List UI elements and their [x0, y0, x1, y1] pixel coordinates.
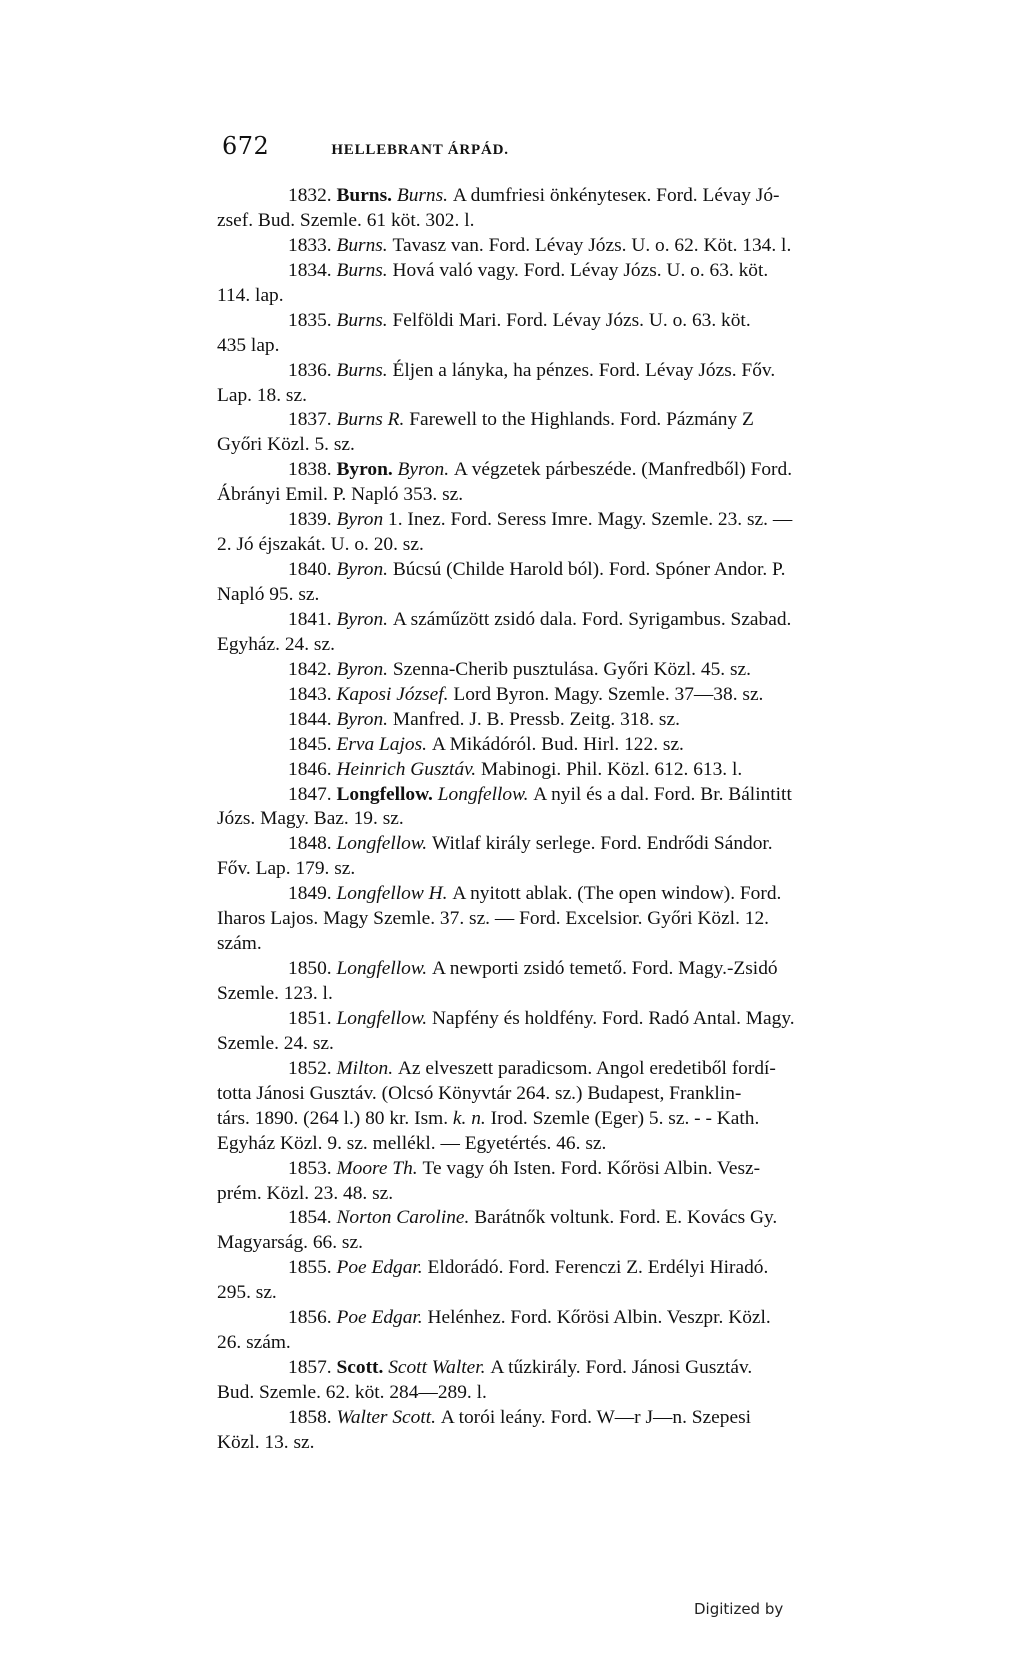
line-segment: 1853. [288, 1157, 337, 1179]
line-segment: 1845. [288, 733, 337, 755]
line-segment: 2. Jó éjszakát. U. o. 20. sz. [217, 534, 424, 556]
italic-author-text: Longfellow H. [336, 883, 453, 905]
line-segment: Éljen a lányka, ha pénzes. Ford. Lévay Józs. Főv. [392, 359, 776, 381]
italic-author-text: Scott Walter. [388, 1357, 491, 1379]
italic-author-text: Erva Lajos. [336, 733, 432, 755]
italic-author-text: Burns. [336, 309, 393, 331]
text-line [217, 458, 931, 483]
text-line [217, 1182, 931, 1207]
line-segment: Közl. 13. sz. [217, 1431, 315, 1453]
line-segment: Egyház Közl. 9. sz. mellékl. — Egyetértés. 46. sz. [217, 1132, 607, 1154]
line-segment: Szemle. 24. sz. [217, 1032, 334, 1054]
line-segment: Te vagy óh Isten. Ford. Kőrösi Albin. Vesz- [422, 1157, 761, 1179]
line-segment: A newporti zsidó temető. Ford. Magy.-Zsidó [432, 958, 778, 980]
line-segment: 1847. [288, 783, 337, 805]
text-line [217, 1431, 931, 1456]
line-segment: 435 lap. [217, 334, 280, 356]
text-line [217, 807, 931, 832]
line-segment: Józs. Magy. Baz. 19. sz. [217, 808, 404, 830]
line-segment: Felföldi Mari. Ford. Lévay Józs. U. o. 63. köt. [392, 309, 751, 331]
italic-author-text: Milton. [336, 1057, 398, 1079]
line-segment: Az elveszett paradicsom. Angol eredetiből fordí- [397, 1057, 776, 1079]
italic-author-text: Burns. [336, 259, 393, 281]
line-segment: 1833. [288, 234, 337, 256]
italic-author-text: Byron. [336, 708, 393, 730]
text-line [217, 733, 931, 758]
italic-author-text: Burns. [336, 359, 393, 381]
page-number: 672 [222, 132, 270, 160]
italic-author-text: Byron. [336, 559, 393, 581]
text-line [217, 708, 931, 733]
text-line [217, 334, 931, 359]
line-segment: Mabinogi. Phil. Közl. 612. 613. l. [481, 758, 743, 780]
line-segment: zsef. Bud. Szemle. 61 köt. 302. l. [217, 209, 475, 231]
text-line [217, 284, 931, 309]
line-segment: A nyil és a dal. Ford. Br. Bálintitt [533, 783, 792, 805]
line-segment: Egyház. 24. sz. [217, 633, 335, 655]
line-segment: Napfény és holdfény. Ford. Radó Antal. Magy. [432, 1007, 795, 1029]
line-segment: 1. Inez. Ford. Seress Imre. Magy. Szemle. 23. sz. — [388, 509, 793, 531]
text-line [217, 384, 931, 409]
line-segment: Győri Közl. 5. sz. [217, 434, 355, 456]
line-segment: 1834. [288, 259, 337, 281]
italic-author-text: Moore Th. [336, 1157, 423, 1179]
text-line [217, 633, 931, 658]
line-segment: 1856. [288, 1307, 337, 1329]
bibliography-text [217, 184, 931, 1456]
line-segment: Lap. 18. sz. [217, 384, 307, 406]
line-segment: Hová való vagy. Ford. Lévay Józs. U. o. 63. köt. [392, 259, 769, 281]
line-segment: Bud. Szemle. 62. köt. 284—289. l. [217, 1382, 487, 1403]
line-segment: Irod. Szemle (Eger) 5. sz. - - Kath. [490, 1107, 760, 1129]
text-line [217, 408, 931, 433]
italic-author-text: Longfellow. [336, 1007, 433, 1029]
line-segment: 1854. [288, 1207, 337, 1229]
text-line [217, 683, 931, 708]
text-line [217, 658, 931, 683]
italic-author-text: Longfellow. [437, 783, 534, 805]
line-segment: 1842. [288, 658, 337, 680]
text-line [217, 783, 931, 808]
text-line [217, 483, 931, 508]
digitized-by-footer: Digitized by [694, 1600, 784, 1618]
line-segment: Eldorádó. Ford. Ferenczi Z. Erdélyi Hiradó. [427, 1257, 769, 1279]
italic-author-text: Heinrich Gusztáv. [336, 758, 481, 780]
italic-author-text: Byron. [336, 658, 393, 680]
text-line [217, 1032, 931, 1057]
text-line [217, 209, 931, 234]
text-line [217, 1157, 931, 1182]
text-line [217, 608, 931, 633]
line-segment: Magyarság. 66. sz. [217, 1232, 363, 1254]
bold-author-text: Scott. [336, 1357, 389, 1379]
italic-author-text: Poe Edgar. [336, 1307, 428, 1329]
line-segment: Witlaf király serlege. Ford. Endrődi Sándor. [432, 833, 773, 855]
line-segment: 1838. [288, 459, 337, 481]
line-segment: A torói leány. Ford. W—r J—n. Szepesi [440, 1406, 752, 1428]
text-line [217, 259, 931, 284]
line-segment: 1849. [288, 883, 337, 905]
line-segment: Farewell to the Highlands. Ford. Pázmány Z [409, 409, 754, 431]
line-segment: totta Jánosi Gusztáv. (Olcsó Könyvtár 264. sz.) Budapest, Franklin- [217, 1082, 742, 1104]
line-segment: 1844. [288, 708, 337, 730]
line-segment: 1840. [288, 559, 337, 581]
text-line [217, 533, 931, 558]
text-line [217, 1256, 931, 1281]
text-line [217, 1206, 931, 1231]
text-line [217, 1132, 931, 1157]
line-segment: 26. szám. [217, 1332, 291, 1354]
italic-author-text: Burns. [396, 185, 453, 206]
text-line [217, 882, 931, 907]
text-line [217, 433, 931, 458]
text-line [217, 758, 931, 783]
line-segment: 1832. [288, 185, 337, 206]
line-segment: Ábrányi Emil. P. Napló 353. sz. [217, 484, 464, 506]
text-line [217, 1406, 931, 1431]
line-segment: A száműzött zsidó dala. Ford. Syrigambus. Szabad. [392, 608, 792, 630]
text-line [217, 558, 931, 583]
line-segment: Iharos Lajos. Magy Szemle. 37. sz. — Ford. Excelsior. Győri Közl. 12. [217, 908, 769, 930]
line-segment: 1837. [288, 409, 337, 431]
line-segment: A Mikádóról. Bud. Hirl. 122. sz. [431, 733, 684, 755]
line-segment: 1839. [288, 509, 337, 531]
text-line [217, 1331, 931, 1356]
text-line [217, 1231, 931, 1256]
line-segment: Barátnők voltunk. Ford. E. Kovács Gy. [474, 1207, 778, 1229]
line-segment: 1857. [288, 1357, 337, 1379]
line-segment: 1855. [288, 1257, 337, 1279]
italic-author-text: Longfellow. [336, 833, 433, 855]
text-line [217, 932, 931, 957]
text-line [217, 1107, 931, 1132]
italic-author-text: Byron [336, 509, 388, 531]
line-segment: társ. 1890. (264 l.) 80 kr. Ism. [217, 1107, 453, 1129]
text-line [217, 832, 931, 857]
text-line [217, 1057, 931, 1082]
line-segment: 1850. [288, 958, 337, 980]
italic-author-text: Norton Caroline. [336, 1207, 475, 1229]
line-segment: Napló 95. sz. [217, 584, 320, 605]
line-segment: Helénhez. Ford. Kőrösi Albin. Veszpr. Közl. [427, 1307, 771, 1329]
line-segment: Szenna-Cherib pusztulása. Győri Közl. 45. sz. [392, 658, 751, 680]
line-segment: A tűzkirály. Ford. Jánosi Gusztáv. [490, 1357, 753, 1379]
text-line [217, 907, 931, 932]
line-segment: 1841. [288, 608, 337, 630]
line-segment: Búcsú (Childe Harold ból). Ford. Spóner Andor. P. [392, 559, 786, 581]
text-line [217, 1381, 931, 1406]
line-segment: szám. [217, 933, 262, 955]
running-head: HELLEBRANT ÁRPÁD. [331, 142, 509, 158]
text-line [217, 957, 931, 982]
bold-author-text: Byron. [336, 459, 398, 481]
text-line [217, 508, 931, 533]
page-header [222, 132, 912, 160]
text-line [217, 234, 931, 259]
line-segment: A nyitott ablak. (The open window). Ford. [452, 883, 782, 905]
line-segment: Lord Byron. Magy. Szemle. 37—38. sz. [453, 683, 764, 705]
line-segment: 114. lap. [217, 284, 284, 306]
bold-author-text: Burns. [336, 185, 397, 206]
italic-author-text: k. n. [452, 1107, 491, 1129]
italic-author-text: Walter Scott. [336, 1406, 441, 1428]
text-line [217, 184, 931, 209]
text-line [217, 309, 931, 334]
line-segment: Főv. Lap. 179. sz. [217, 858, 356, 880]
text-line [217, 1281, 931, 1306]
line-segment: A végzetek párbeszéde. (Manfredből) Ford. [453, 459, 793, 481]
text-line [217, 1356, 931, 1381]
italic-author-text: Byron. [397, 459, 454, 481]
line-segment: 1846. [288, 758, 337, 780]
line-segment: A dumfriesi önkényteseк. Ford. Lévay Jó- [452, 185, 780, 206]
italic-author-text: Burns. [336, 234, 393, 256]
line-segment: Szemle. 123. l. [217, 983, 333, 1004]
italic-author-text: Burns R. [336, 409, 410, 431]
line-segment: 1843. [288, 683, 337, 705]
text-line [217, 1007, 931, 1032]
italic-author-text: Kaposi József. [336, 683, 454, 705]
text-line [217, 583, 931, 608]
line-segment: 1858. [288, 1406, 337, 1428]
italic-author-text: Byron. [336, 608, 393, 630]
line-segment: 1836. [288, 359, 337, 381]
line-segment: 1852. [288, 1057, 337, 1079]
text-line [217, 857, 931, 882]
italic-author-text: Longfellow. [336, 958, 433, 980]
text-line [217, 359, 931, 384]
line-segment: 1851. [288, 1007, 337, 1029]
line-segment: Tavasz van. Ford. Lévay Józs. U. o. 62. Köt. 134. l. [392, 234, 792, 256]
text-line [217, 1306, 931, 1331]
line-segment: 1848. [288, 833, 337, 855]
text-line [217, 1082, 931, 1107]
line-segment: prém. Közl. 23. 48. sz. [217, 1182, 394, 1204]
text-line [217, 982, 931, 1007]
line-segment: Manfred. J. B. Pressb. Zeitg. 318. sz. [392, 708, 680, 730]
bold-author-text: Longfellow. [336, 783, 438, 805]
italic-author-text: Poe Edgar. [336, 1257, 428, 1279]
line-segment: 295. sz. [217, 1282, 277, 1304]
line-segment: 1835. [288, 309, 337, 331]
